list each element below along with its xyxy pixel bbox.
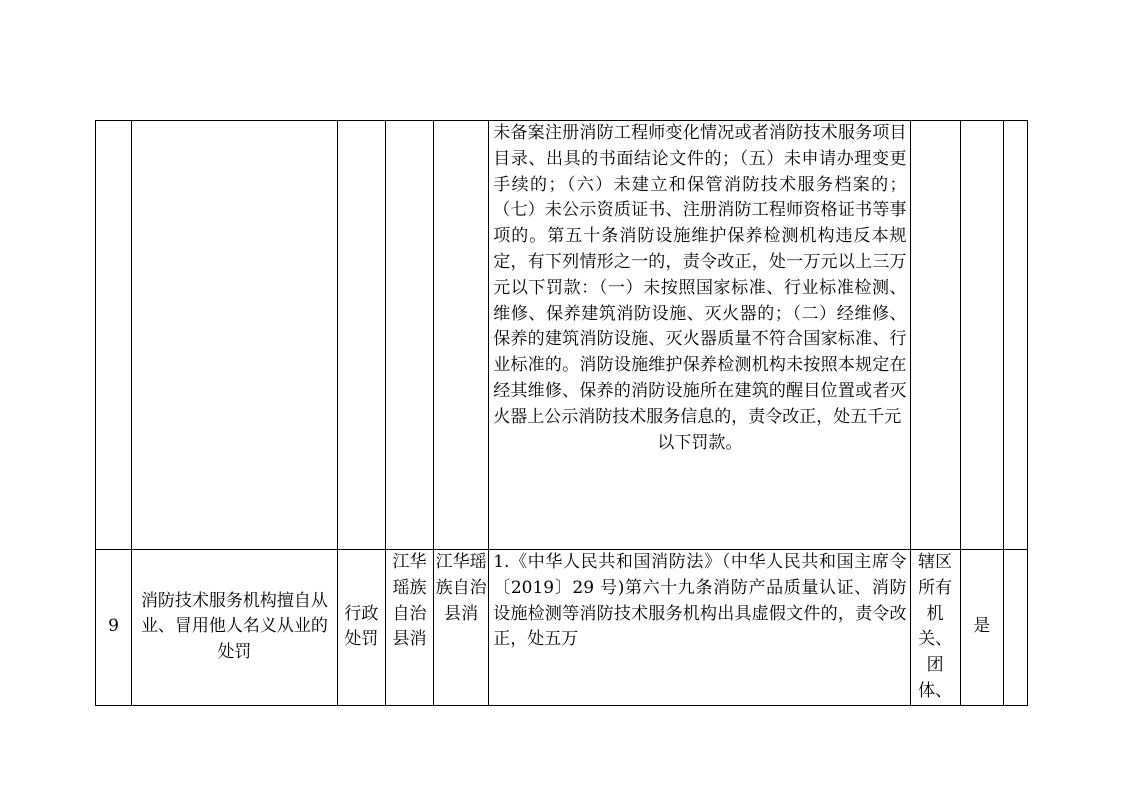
scope-cell <box>910 121 960 550</box>
legal-basis-cell: 1.《中华人民共和国消防法》（中华人民共和国主席令〔2019〕29 号)第六十九条消防产品质量认证、消防设施检测等消防技术服务机构出具虚假文件的，责令改正，处五万 <box>489 550 910 706</box>
item-name-cell <box>132 121 338 550</box>
number-cell: 9 <box>96 550 132 706</box>
legal-basis-text: 未备案注册消防工程师变化情况或者消防技术服务项目目录、出具的书面结论文件的；（五）未申请办理变更手续的；（六）未建立和保管消防技术服务档案的；（七）未公示资质证书、注册消防工程师资格证书等事项的。第五十条消防设施维护保养检测机构违反本规定，有下列情形之一的，责令改正，处一万元以上三万元以下罚款：（一）未按照国家标准、行业标准检测、维修、保养建筑消防设施、灭火器的；（二）经维修、保养的建筑消防设施、灭火器质量不符合国家标准、行业标准的。消防设施维护保养检测机构未按照本规定在经其维修、保养的消防设施所在建筑的醒目位置或者灭火器上公示消防技术服务信息的，责令改正，处五千元 <box>493 123 907 427</box>
remarks-cell <box>1003 550 1027 706</box>
item-name-cell: 消防技术服务机构擅自从业、冒用他人名义从业的处罚 <box>132 550 338 706</box>
number-cell <box>96 121 132 550</box>
responsible-body-cell: 江华瑶族自治县消 <box>434 550 489 706</box>
category-cell: 行政处罚 <box>337 550 385 706</box>
legal-basis-cell <box>489 121 910 550</box>
category-cell <box>337 121 385 550</box>
table-row <box>96 121 1028 550</box>
table-row <box>96 550 1028 706</box>
implementing-body-cell <box>385 121 433 550</box>
scope-cell: 辖区所有机关、团体、 <box>910 550 960 706</box>
implementing-body-cell: 江华瑶族自治县消 <box>385 550 433 706</box>
flag-cell <box>960 121 1003 550</box>
permissions-table <box>95 120 1028 706</box>
remarks-cell <box>1003 121 1027 550</box>
flag-cell: 是 <box>960 550 1003 706</box>
responsible-body-cell <box>434 121 489 550</box>
legal-basis-last-line: 以下罚款。 <box>657 432 743 453</box>
